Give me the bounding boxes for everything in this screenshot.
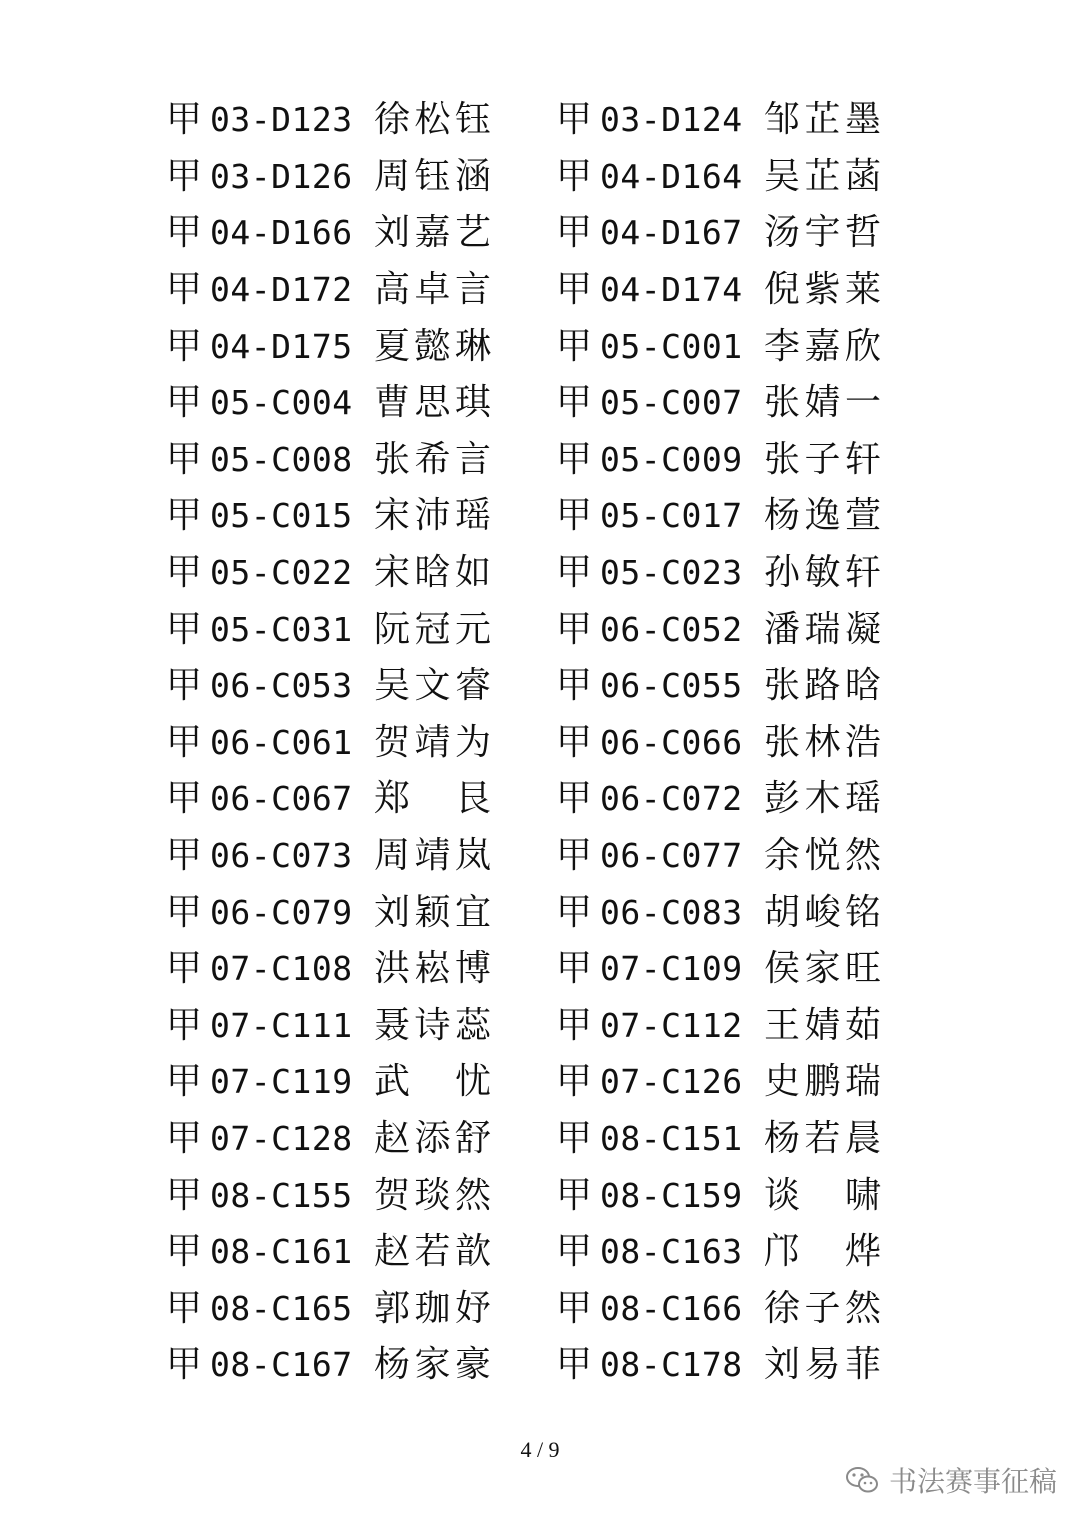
entry-group: 甲 (556, 665, 593, 707)
entry-name: 夏懿琳 (374, 325, 492, 367)
entry-code: 07-C126 (600, 1062, 743, 1102)
list-item (556, 375, 926, 432)
list-item (556, 1167, 926, 1224)
entry-group: 甲 (166, 778, 203, 820)
entry-group: 甲 (556, 1061, 593, 1103)
entry-name: 吴芷菡 (764, 155, 882, 197)
entry-name: 潘瑞凝 (764, 608, 882, 650)
entry-code: 08-C151 (600, 1118, 743, 1158)
entry-name: 宋晗如 (374, 552, 492, 594)
entry-group: 甲 (166, 269, 203, 311)
entry-name: 侯家旺 (764, 948, 882, 990)
entry-group: 甲 (166, 1117, 203, 1159)
list-item (556, 941, 926, 998)
list-item (556, 432, 926, 489)
entry-name: 赵添舒 (374, 1117, 492, 1159)
watermark-text: 书法赛事征稿 (889, 1465, 1058, 1498)
entry-code: 06-C061 (210, 722, 353, 762)
entry-group: 甲 (556, 721, 593, 763)
entry-name: 谈 啸 (764, 1174, 882, 1216)
list-item (556, 1224, 926, 1281)
entry-name: 聂诗蕊 (374, 1004, 492, 1046)
entry-group: 甲 (556, 438, 593, 480)
entry-group: 甲 (556, 495, 593, 537)
entry-group: 甲 (556, 269, 593, 311)
entry-name: 贺琰然 (374, 1174, 492, 1216)
entry-name: 宋沛瑶 (374, 495, 492, 537)
entry-code: 05-C001 (600, 326, 743, 366)
entry-group: 甲 (556, 212, 593, 254)
list-item (556, 1054, 926, 1111)
entry-code: 04-D175 (210, 326, 353, 366)
entry-code: 08-C178 (600, 1345, 743, 1385)
entry-code: 07-C108 (210, 949, 353, 989)
list-item (556, 205, 926, 262)
entry-name: 史鹏瑞 (764, 1061, 882, 1103)
entry-code: 06-C055 (600, 666, 743, 706)
entry-code: 08-C167 (210, 1345, 353, 1385)
entry-group: 甲 (556, 778, 593, 820)
list-item (166, 601, 556, 658)
entry-code: 05-C004 (210, 383, 353, 423)
page-number: 4 / 9 (520, 1437, 560, 1462)
entry-code: 05-C015 (210, 496, 353, 536)
entry-code: 08-C166 (600, 1288, 743, 1328)
list-item (166, 262, 556, 319)
entry-group: 甲 (556, 382, 593, 424)
entry-code: 06-C067 (210, 779, 353, 819)
list-item (556, 149, 926, 206)
entry-code: 07-C112 (600, 1005, 743, 1045)
entry-group: 甲 (166, 438, 203, 480)
entry-code: 06-C083 (600, 892, 743, 932)
entry-name: 吴文睿 (374, 665, 492, 707)
list-item (166, 1224, 556, 1281)
entry-name: 胡峻铭 (764, 891, 882, 933)
entry-group: 甲 (166, 835, 203, 877)
list-item (166, 375, 556, 432)
entry-name: 张子轩 (764, 438, 882, 480)
wechat-icon (845, 1465, 879, 1495)
list-item (556, 488, 926, 545)
entry-group: 甲 (166, 552, 203, 594)
entry-name: 彭木瑶 (764, 778, 882, 820)
entry-group: 甲 (166, 1004, 203, 1046)
entry-code: 08-C159 (600, 1175, 743, 1215)
list-item (556, 771, 926, 828)
entry-code: 06-C066 (600, 722, 743, 762)
entry-group: 甲 (166, 948, 203, 990)
list-item (166, 92, 556, 149)
entry-code: 08-C155 (210, 1175, 353, 1215)
list-item (166, 205, 556, 262)
entry-name: 张路晗 (764, 665, 882, 707)
entry-name: 武 忧 (374, 1061, 492, 1103)
entry-code: 07-C128 (210, 1118, 353, 1158)
entry-code: 06-C073 (210, 836, 353, 876)
entry-code: 05-C031 (210, 609, 353, 649)
entry-code: 07-C111 (210, 1005, 353, 1045)
list-item (556, 1111, 926, 1168)
list-item (166, 545, 556, 602)
entry-group: 甲 (556, 608, 593, 650)
list-item (166, 1280, 556, 1337)
entry-name: 李嘉欣 (764, 325, 882, 367)
entry-group: 甲 (166, 495, 203, 537)
list-item (556, 1337, 926, 1394)
list-item (166, 432, 556, 489)
entry-name: 孙敏轩 (764, 552, 882, 594)
entry-name: 张林浩 (764, 721, 882, 763)
entry-name: 贺靖为 (374, 721, 492, 763)
entry-name: 徐子然 (764, 1287, 882, 1329)
entry-group: 甲 (166, 1287, 203, 1329)
entry-group: 甲 (166, 1344, 203, 1386)
list-item (166, 771, 556, 828)
entry-code: 05-C023 (600, 553, 743, 593)
entry-group: 甲 (556, 1344, 593, 1386)
entry-group: 甲 (556, 1004, 593, 1046)
entry-group: 甲 (166, 1231, 203, 1273)
list-item (166, 998, 556, 1055)
entry-code: 04-D164 (600, 156, 743, 196)
entry-group: 甲 (556, 948, 593, 990)
entry-name: 杨逸萱 (764, 495, 882, 537)
entry-code: 04-D172 (210, 270, 353, 310)
entry-group: 甲 (556, 1287, 593, 1329)
entry-name: 王婧茹 (764, 1004, 882, 1046)
entry-code: 06-C053 (210, 666, 353, 706)
entry-code: 04-D167 (600, 213, 743, 253)
list-item (166, 1167, 556, 1224)
entry-group: 甲 (556, 99, 593, 141)
entry-group: 甲 (556, 325, 593, 367)
entry-name: 刘嘉艺 (374, 212, 492, 254)
list-item (556, 658, 926, 715)
list-item (166, 1054, 556, 1111)
entry-group: 甲 (556, 835, 593, 877)
entry-code: 05-C017 (600, 496, 743, 536)
list-item (166, 715, 556, 772)
entry-name: 刘易菲 (764, 1344, 882, 1386)
entry-group: 甲 (166, 608, 203, 650)
entry-name: 周钰涵 (374, 155, 492, 197)
entry-name: 赵若歆 (374, 1231, 492, 1273)
entry-code: 05-C022 (210, 553, 353, 593)
entry-code: 03-D126 (210, 156, 353, 196)
entry-code: 03-D124 (600, 100, 743, 140)
entry-group: 甲 (166, 325, 203, 367)
entry-group: 甲 (166, 155, 203, 197)
entry-name: 倪紫莱 (764, 269, 882, 311)
entry-group: 甲 (556, 1174, 593, 1216)
entry-name: 阮冠元 (374, 608, 492, 650)
entry-name: 徐松钰 (374, 99, 492, 141)
list-item (556, 318, 926, 375)
entry-code: 06-C077 (600, 836, 743, 876)
list-item (166, 941, 556, 998)
entry-code: 04-D174 (600, 270, 743, 310)
entry-name: 洪崧博 (374, 948, 492, 990)
entry-code: 08-C161 (210, 1232, 353, 1272)
entry-code: 06-C072 (600, 779, 743, 819)
entry-code: 05-C009 (600, 439, 743, 479)
entry-code: 08-C163 (600, 1232, 743, 1272)
entry-name: 张婧一 (764, 382, 882, 424)
list-item (166, 884, 556, 941)
list-item (556, 884, 926, 941)
entry-code: 04-D166 (210, 213, 353, 253)
list-item (166, 149, 556, 206)
entry-name: 郭珈妤 (374, 1287, 492, 1329)
entry-group: 甲 (166, 891, 203, 933)
entry-name: 杨家豪 (374, 1344, 492, 1386)
entry-name: 张希言 (374, 438, 492, 480)
list-item (166, 1111, 556, 1168)
list-item (556, 998, 926, 1055)
list-item (166, 828, 556, 885)
list-item (166, 488, 556, 545)
entry-name: 杨若晨 (764, 1117, 882, 1159)
entry-code: 05-C007 (600, 383, 743, 423)
entry-group: 甲 (166, 99, 203, 141)
list-item (166, 318, 556, 375)
entry-name: 汤宇哲 (764, 212, 882, 254)
entry-name: 邝 烨 (764, 1231, 882, 1273)
entry-code: 06-C052 (600, 609, 743, 649)
entry-group: 甲 (556, 155, 593, 197)
entry-group: 甲 (556, 891, 593, 933)
list-item (556, 828, 926, 885)
entry-code: 03-D123 (210, 100, 353, 140)
list-item (556, 715, 926, 772)
name-list (166, 92, 926, 1394)
entry-code: 06-C079 (210, 892, 353, 932)
entry-group: 甲 (166, 665, 203, 707)
entry-group: 甲 (166, 382, 203, 424)
entry-code: 07-C119 (210, 1062, 353, 1102)
entry-code: 05-C008 (210, 439, 353, 479)
list-item (166, 1337, 556, 1394)
entry-name: 余悦然 (764, 835, 882, 877)
list-item (166, 658, 556, 715)
list-item (556, 601, 926, 658)
entry-code: 07-C109 (600, 949, 743, 989)
watermark (845, 1460, 1057, 1500)
entry-name: 邹芷墨 (764, 99, 882, 141)
list-item (556, 92, 926, 149)
entry-name: 郑 艮 (374, 778, 492, 820)
list-item (556, 545, 926, 602)
list-item (556, 262, 926, 319)
list-item (556, 1280, 926, 1337)
entry-group: 甲 (166, 721, 203, 763)
entry-group: 甲 (166, 212, 203, 254)
entry-name: 刘颖宜 (374, 891, 492, 933)
entry-group: 甲 (166, 1061, 203, 1103)
entry-group: 甲 (556, 1117, 593, 1159)
entry-code: 08-C165 (210, 1288, 353, 1328)
entry-group: 甲 (166, 1174, 203, 1216)
entry-group: 甲 (556, 1231, 593, 1273)
entry-name: 高卓言 (374, 269, 492, 311)
entry-name: 周靖岚 (374, 835, 492, 877)
entry-name: 曹思琪 (374, 382, 492, 424)
entry-group: 甲 (556, 552, 593, 594)
